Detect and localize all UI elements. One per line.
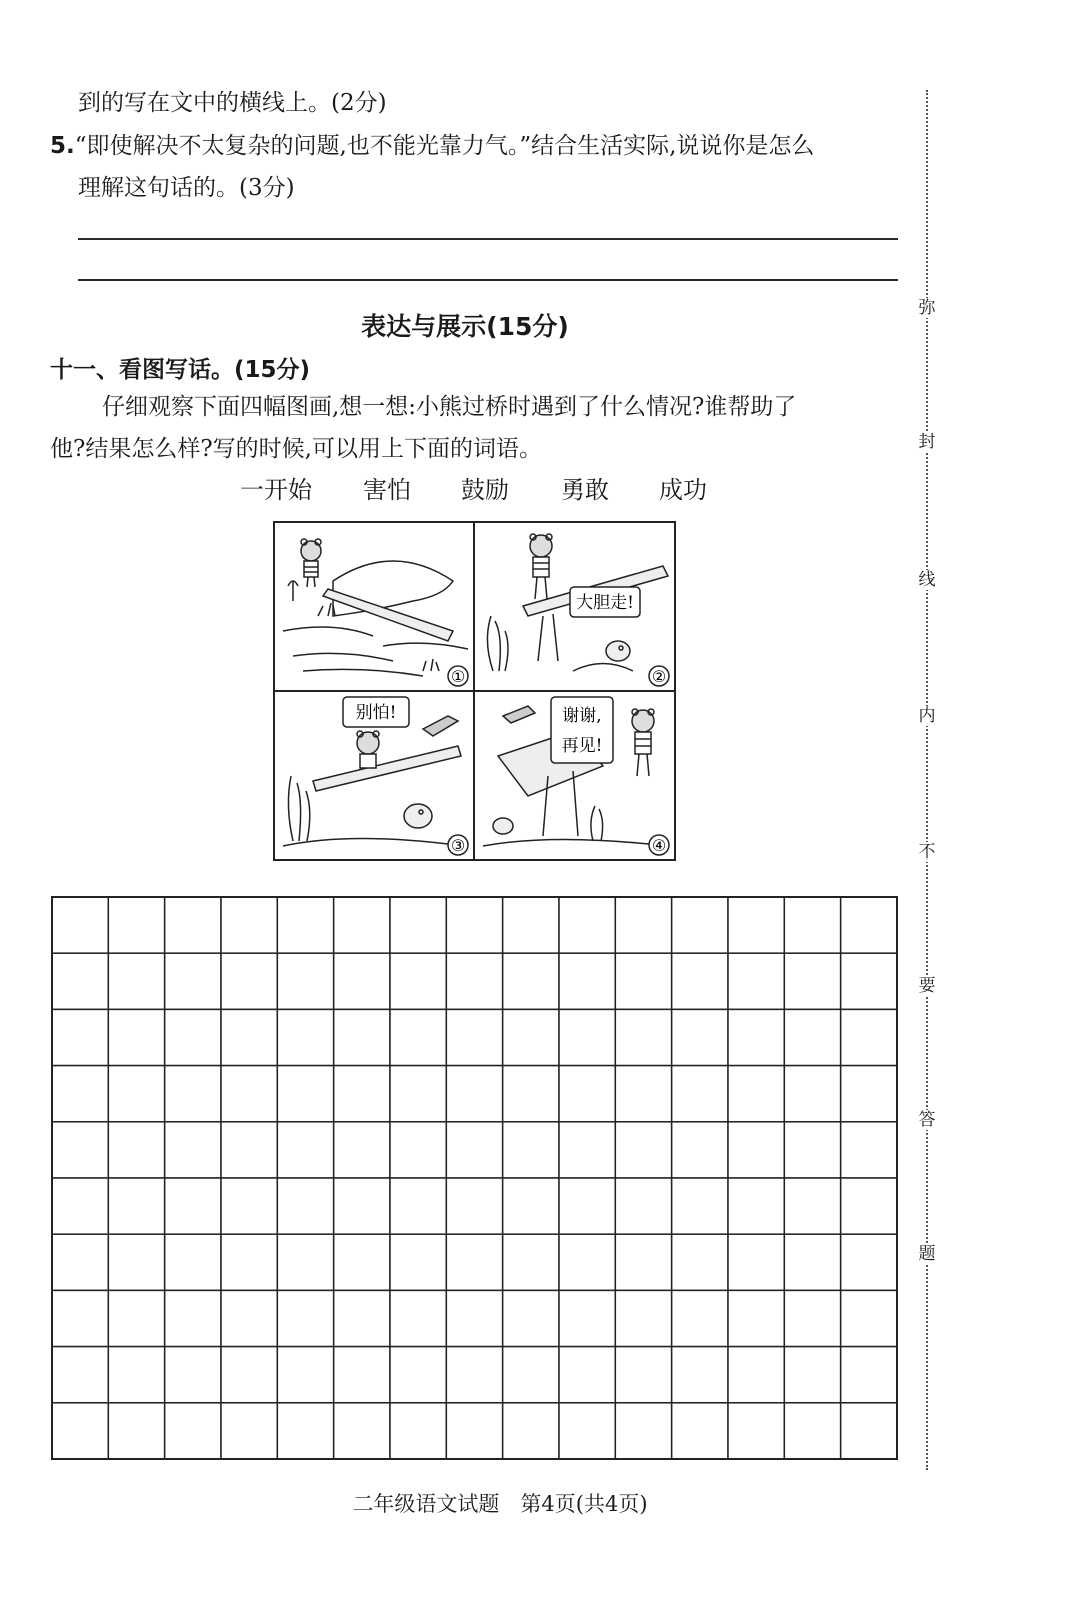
svg-text:大胆走!: 大胆走! bbox=[576, 593, 634, 613]
grid-cell[interactable] bbox=[784, 1290, 840, 1346]
grid-cell[interactable] bbox=[841, 953, 897, 1009]
margin-char-5: 不 bbox=[914, 842, 940, 862]
grid-cell[interactable] bbox=[503, 1403, 559, 1459]
q5-text-line2: 理解这句话的。(3分) bbox=[78, 175, 295, 201]
grid-cell[interactable] bbox=[728, 1122, 784, 1178]
grid-cell[interactable] bbox=[672, 1178, 728, 1234]
grid-cell[interactable] bbox=[503, 1347, 559, 1403]
grid-cell[interactable] bbox=[615, 1178, 671, 1234]
answer-line-1[interactable] bbox=[78, 238, 898, 240]
panel-number-1 bbox=[448, 666, 468, 686]
grid-cell[interactable] bbox=[277, 1066, 333, 1122]
word-2: 害怕 bbox=[363, 476, 411, 504]
margin-char-7: 答 bbox=[914, 1110, 940, 1130]
word-3: 鼓励 bbox=[461, 476, 509, 504]
grid-cell[interactable] bbox=[390, 897, 446, 953]
grid-cell[interactable] bbox=[108, 1178, 164, 1234]
grid-cell[interactable] bbox=[446, 1347, 502, 1403]
grid-cell[interactable] bbox=[559, 897, 615, 953]
grid-cell[interactable] bbox=[108, 953, 164, 1009]
grid-cell[interactable] bbox=[221, 1122, 277, 1178]
grid-cell[interactable] bbox=[503, 1178, 559, 1234]
svg-text:谢谢,: 谢谢, bbox=[562, 706, 602, 726]
grid-cell[interactable] bbox=[277, 1009, 333, 1065]
grid-cell[interactable] bbox=[784, 897, 840, 953]
grid-cell[interactable] bbox=[728, 1066, 784, 1122]
grid-cell[interactable] bbox=[277, 1122, 333, 1178]
grid-cell[interactable] bbox=[728, 953, 784, 1009]
grid-cell[interactable] bbox=[446, 897, 502, 953]
grid-cell[interactable] bbox=[221, 1178, 277, 1234]
word-5: 成功 bbox=[659, 476, 707, 504]
grid-cell[interactable] bbox=[841, 897, 897, 953]
grid-cell[interactable] bbox=[221, 1009, 277, 1065]
grid-cell[interactable] bbox=[728, 1290, 784, 1346]
grid-cell[interactable] bbox=[108, 1290, 164, 1346]
grid-cell[interactable] bbox=[108, 1122, 164, 1178]
grid-cell[interactable] bbox=[672, 1290, 728, 1346]
section-title: 表达与展示(15分) bbox=[361, 312, 569, 341]
margin-char-8: 题 bbox=[914, 1244, 940, 1264]
svg-text:别怕!: 别怕! bbox=[355, 703, 397, 723]
grid-cell[interactable] bbox=[390, 953, 446, 1009]
grid-cell[interactable] bbox=[108, 1347, 164, 1403]
grid-cell[interactable] bbox=[446, 1066, 502, 1122]
grid-cell[interactable] bbox=[390, 1403, 446, 1459]
grid-cell[interactable] bbox=[559, 1403, 615, 1459]
grid-cell[interactable] bbox=[52, 1234, 108, 1290]
grid-cell[interactable] bbox=[615, 1009, 671, 1065]
grid-cell[interactable] bbox=[52, 1066, 108, 1122]
q11-instruction-line2: 他?结果怎么样?写的时候,可以用上下面的词语。 bbox=[50, 436, 542, 462]
grid-cell[interactable] bbox=[503, 953, 559, 1009]
grid-cell[interactable] bbox=[446, 1122, 502, 1178]
grid-cell[interactable] bbox=[334, 1234, 390, 1290]
speech-bubble-4 bbox=[551, 697, 613, 763]
grid-cell[interactable] bbox=[503, 897, 559, 953]
grid-cell[interactable] bbox=[841, 1009, 897, 1065]
grid-cell[interactable] bbox=[334, 1347, 390, 1403]
grid-cell[interactable] bbox=[559, 1009, 615, 1065]
grid-cell[interactable] bbox=[672, 1066, 728, 1122]
q5-text-line1: “即使解决不太复杂的问题,也不能光靠力气。”结合生活实际,说说你是怎么 bbox=[74, 133, 815, 159]
grid-cell[interactable] bbox=[334, 1290, 390, 1346]
grid-cell[interactable] bbox=[52, 1403, 108, 1459]
grid-cell[interactable] bbox=[672, 897, 728, 953]
grid-cell[interactable] bbox=[390, 1290, 446, 1346]
grid-cell[interactable] bbox=[221, 1347, 277, 1403]
grid-cell[interactable] bbox=[446, 953, 502, 1009]
grid-cell[interactable] bbox=[446, 1234, 502, 1290]
grid-cell[interactable] bbox=[615, 1066, 671, 1122]
grid-cell[interactable] bbox=[784, 1066, 840, 1122]
speech-bubble-3 bbox=[343, 697, 409, 727]
margin-char-4: 内 bbox=[914, 706, 940, 726]
grid-cell[interactable] bbox=[446, 1403, 502, 1459]
grid-cell[interactable] bbox=[841, 1178, 897, 1234]
grid-cell[interactable] bbox=[390, 1066, 446, 1122]
grid-cell[interactable] bbox=[277, 1234, 333, 1290]
panel-number-2 bbox=[649, 666, 669, 686]
grid-cell[interactable] bbox=[559, 1347, 615, 1403]
grid-cell[interactable] bbox=[277, 1290, 333, 1346]
svg-text:④: ④ bbox=[651, 836, 667, 855]
grid-cell[interactable] bbox=[841, 1403, 897, 1459]
writing-grid[interactable] bbox=[51, 896, 898, 1460]
grid-cell[interactable] bbox=[390, 1234, 446, 1290]
grid-cell[interactable] bbox=[615, 1290, 671, 1346]
grid-cell[interactable] bbox=[559, 1066, 615, 1122]
grid-cell[interactable] bbox=[559, 1290, 615, 1346]
grid-cell[interactable] bbox=[165, 1290, 221, 1346]
comic-strip bbox=[273, 521, 676, 861]
grid-cell[interactable] bbox=[277, 1178, 333, 1234]
grid-cell[interactable] bbox=[615, 897, 671, 953]
grid-cell[interactable] bbox=[615, 1234, 671, 1290]
grid-cell[interactable] bbox=[446, 1290, 502, 1346]
grid-cell[interactable] bbox=[672, 1403, 728, 1459]
grid-cell[interactable] bbox=[108, 1009, 164, 1065]
grid-cell[interactable] bbox=[390, 1347, 446, 1403]
grid-cell[interactable] bbox=[784, 1009, 840, 1065]
grid-cell[interactable] bbox=[841, 1234, 897, 1290]
grid-cell[interactable] bbox=[503, 1290, 559, 1346]
svg-text:①: ① bbox=[450, 667, 466, 686]
grid-cell[interactable] bbox=[108, 897, 164, 953]
margin-char-6: 要 bbox=[914, 976, 940, 996]
q4-tail-text: 到的写在文中的横线上。(2分) bbox=[78, 90, 387, 116]
grid-cell[interactable] bbox=[221, 1290, 277, 1346]
grid-cell[interactable] bbox=[615, 953, 671, 1009]
grid-cell[interactable] bbox=[334, 1009, 390, 1065]
answer-line-2[interactable] bbox=[78, 279, 898, 281]
grid-cell[interactable] bbox=[841, 1290, 897, 1346]
grid-cell[interactable] bbox=[221, 1066, 277, 1122]
q5-number: 5. bbox=[50, 133, 75, 159]
grid-cell[interactable] bbox=[334, 1122, 390, 1178]
grid-cell[interactable] bbox=[841, 1347, 897, 1403]
grid-cell[interactable] bbox=[784, 1178, 840, 1234]
grid-cell[interactable] bbox=[52, 1347, 108, 1403]
q11-title: 十一、看图写话。(15分) bbox=[50, 357, 311, 383]
grid-cell[interactable] bbox=[334, 1178, 390, 1234]
grid-cell[interactable] bbox=[277, 1347, 333, 1403]
grid-cell[interactable] bbox=[559, 1234, 615, 1290]
grid-cell[interactable] bbox=[108, 1403, 164, 1459]
grid-cell[interactable] bbox=[503, 1122, 559, 1178]
grid-cell[interactable] bbox=[446, 1178, 502, 1234]
grid-cell[interactable] bbox=[221, 1234, 277, 1290]
grid-cell[interactable] bbox=[165, 1066, 221, 1122]
grid-cell[interactable] bbox=[165, 1009, 221, 1065]
grid-cell[interactable] bbox=[165, 897, 221, 953]
margin-char-1: 弥 bbox=[914, 298, 940, 318]
speech-bubble-2 bbox=[570, 587, 640, 617]
grid-cell[interactable] bbox=[784, 1347, 840, 1403]
grid-cell[interactable] bbox=[503, 1009, 559, 1065]
grid-cell[interactable] bbox=[390, 1009, 446, 1065]
grid-cell[interactable] bbox=[52, 1290, 108, 1346]
grid-cell[interactable] bbox=[672, 1234, 728, 1290]
grid-cell[interactable] bbox=[334, 1066, 390, 1122]
grid-cell[interactable] bbox=[52, 953, 108, 1009]
grid-cell[interactable] bbox=[784, 1122, 840, 1178]
grid-cell[interactable] bbox=[165, 1178, 221, 1234]
grid-cell[interactable] bbox=[334, 953, 390, 1009]
grid-cell[interactable] bbox=[221, 897, 277, 953]
grid-cell[interactable] bbox=[52, 1122, 108, 1178]
grid-cell[interactable] bbox=[728, 1178, 784, 1234]
grid-cell[interactable] bbox=[108, 1066, 164, 1122]
word-1: 一开始 bbox=[240, 476, 312, 504]
grid-cell[interactable] bbox=[672, 953, 728, 1009]
grid-cell[interactable] bbox=[503, 1066, 559, 1122]
panel-number-4 bbox=[649, 835, 669, 855]
q5-line1 bbox=[50, 131, 814, 161]
svg-text:③: ③ bbox=[450, 836, 466, 855]
grid-cell[interactable] bbox=[615, 1122, 671, 1178]
grid-cell[interactable] bbox=[165, 953, 221, 1009]
grid-cell[interactable] bbox=[728, 897, 784, 953]
q11-instruction-line1: 仔细观察下面四幅图画,想一想:小熊过桥时遇到了什么情况?谁帮助了 bbox=[102, 394, 797, 420]
panel-number-3 bbox=[448, 835, 468, 855]
grid-cell[interactable] bbox=[615, 1347, 671, 1403]
grid-cell[interactable] bbox=[390, 1122, 446, 1178]
grid-cell[interactable] bbox=[841, 1066, 897, 1122]
margin-char-3: 线 bbox=[914, 570, 940, 590]
grid-cell[interactable] bbox=[728, 1009, 784, 1065]
grid-cell[interactable] bbox=[446, 1009, 502, 1065]
grid-cell[interactable] bbox=[165, 1122, 221, 1178]
grid-cell[interactable] bbox=[841, 1122, 897, 1178]
svg-text:再见!: 再见! bbox=[561, 736, 603, 756]
grid-cell[interactable] bbox=[334, 897, 390, 953]
grid-cell[interactable] bbox=[390, 1178, 446, 1234]
grid-cell[interactable] bbox=[277, 1403, 333, 1459]
grid-cell[interactable] bbox=[728, 1403, 784, 1459]
margin-char-2: 封 bbox=[914, 432, 940, 452]
grid-cell[interactable] bbox=[277, 897, 333, 953]
grid-cell[interactable] bbox=[503, 1234, 559, 1290]
word-4: 勇敢 bbox=[561, 476, 609, 504]
grid-cell[interactable] bbox=[784, 953, 840, 1009]
grid-cell[interactable] bbox=[108, 1234, 164, 1290]
grid-cell[interactable] bbox=[52, 897, 108, 953]
grid-cell[interactable] bbox=[52, 1178, 108, 1234]
grid-cell[interactable] bbox=[559, 1122, 615, 1178]
grid-cell[interactable] bbox=[165, 1403, 221, 1459]
grid-cell[interactable] bbox=[165, 1347, 221, 1403]
grid-cell[interactable] bbox=[165, 1234, 221, 1290]
grid-cell[interactable] bbox=[52, 1009, 108, 1065]
grid-cell[interactable] bbox=[277, 953, 333, 1009]
grid-cell[interactable] bbox=[615, 1403, 671, 1459]
grid-cell[interactable] bbox=[334, 1403, 390, 1459]
grid-cell[interactable] bbox=[728, 1347, 784, 1403]
svg-text:②: ② bbox=[651, 667, 667, 686]
grid-cell[interactable] bbox=[672, 1122, 728, 1178]
grid-cell[interactable] bbox=[221, 953, 277, 1009]
grid-cell[interactable] bbox=[784, 1234, 840, 1290]
grid-cell[interactable] bbox=[559, 953, 615, 1009]
page-footer: 二年级语文试题 第4页(共4页) bbox=[352, 1492, 648, 1516]
grid-cell[interactable] bbox=[672, 1009, 728, 1065]
grid-cell[interactable] bbox=[784, 1403, 840, 1459]
grid-cell[interactable] bbox=[221, 1403, 277, 1459]
grid-cell[interactable] bbox=[559, 1178, 615, 1234]
grid-cell[interactable] bbox=[672, 1347, 728, 1403]
grid-cell[interactable] bbox=[728, 1234, 784, 1290]
